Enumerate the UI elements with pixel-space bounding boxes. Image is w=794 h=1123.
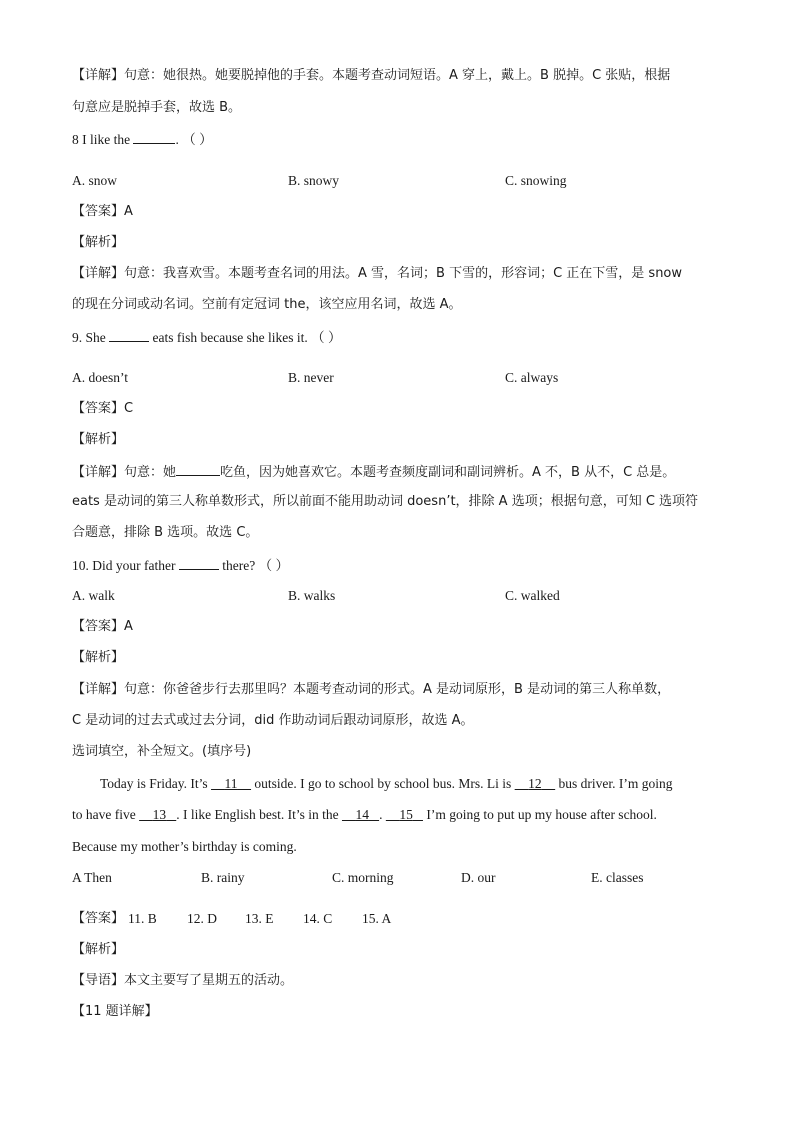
answer-9: 【答案】C	[72, 401, 134, 416]
passage-text: .	[379, 807, 383, 822]
question-8-option-b: B. snowy	[288, 173, 340, 188]
explanation-7-line-2: 句意应是脱掉手套，故选 B。	[72, 100, 242, 115]
question-10-stem: 10. Did your father	[72, 558, 176, 573]
explanation-9-line-1-start: 【详解】句意：她	[72, 465, 177, 480]
question-10-option-c: C. walked	[505, 588, 560, 603]
blank-number: 13	[152, 807, 167, 822]
question-8-option-c: C. snowing	[505, 173, 567, 188]
word-option-b: B. rainy	[201, 870, 245, 885]
question-8-tail: . （ ）	[175, 132, 213, 147]
question-9-option-c: C. always	[505, 370, 559, 385]
passage-blank-13	[139, 807, 176, 822]
question-8-stem: 8 I like the	[72, 132, 131, 147]
passage-blank-12	[515, 776, 556, 791]
passage-text: to have five	[72, 807, 136, 822]
passage-text: outside. I go to school by school bus. Mrs. Li is	[254, 776, 512, 791]
introduction: 【导语】本文主要写了星期五的活动。	[72, 973, 294, 988]
section-heading: 选词填空，补全短文。(填序号)	[72, 744, 252, 759]
analysis-10-heading: 【解析】	[72, 650, 125, 665]
blank-number: 11	[224, 776, 238, 791]
blank-number: 15	[399, 807, 413, 822]
answer-section-label: 【答案】	[72, 911, 125, 926]
passage-text: I’m going to put up my house after school.	[426, 807, 657, 822]
answer-8: 【答案】A	[72, 204, 133, 219]
passage-blank-15	[386, 807, 423, 822]
explanation-9-blank	[176, 462, 220, 476]
answer-15: 15. A	[362, 911, 392, 926]
question-10-option-b: B. walks	[288, 588, 336, 603]
question-9-stem: 9. She	[72, 330, 106, 345]
word-option-d: D. our	[461, 870, 496, 885]
question-10-tail: there? （ ）	[222, 558, 289, 573]
analysis-9-heading: 【解析】	[72, 432, 125, 447]
blank-number: 14	[355, 807, 369, 822]
question-8	[72, 130, 213, 149]
explanation-8-line-1: 【详解】句意：我喜欢雪。本题考查名词的用法。A 雪，名词；B 下雪的，形容词；C 正在下雪，是 snow	[72, 266, 683, 281]
question-9	[72, 328, 341, 347]
explanation-9-line-2: eats 是动词的第三人称单数形式，所以前面不能用助动词 doesn’t，排除 A 选项；根据句意，可知 C 选项符	[72, 494, 699, 509]
answer-12: 12. D	[187, 911, 217, 926]
passage-text: . I like English best. It’s in the	[176, 807, 339, 822]
explanation-9-line-1	[72, 462, 675, 482]
explanation-8-line-2: 的现在分词或动名词。空前有定冠词 the，该空应用名词，故选 A。	[72, 297, 462, 312]
explanation-7-line-1: 【详解】句意：她很热。她要脱掉他的手套。本题考查动词短语。A 穿上，戴上。B 脱掉。C 张贴，根据	[72, 68, 671, 83]
blank-number: 12	[528, 776, 542, 791]
analysis-section-heading: 【解析】	[72, 942, 125, 957]
question-9-tail: eats fish because she likes it. （ ）	[152, 330, 342, 345]
explanation-9-line-1-end: 吃鱼，因为她喜欢它。本题考查频度副词和副词辨析。A 不，B 从不，C 总是。	[220, 465, 676, 480]
explanation-10-line-1: 【详解】句意：你爸爸步行去那里吗？本题考查动词的形式。A 是动词原形，B 是动词的第三人称单数，	[72, 682, 671, 697]
answer-11: 11. B	[128, 911, 157, 926]
question-9-option-a: A. doesn’t	[72, 370, 128, 385]
explanation-10-line-2: C 是动词的过去式或过去分词，did 作助动词后跟动词原形，故选 A。	[72, 713, 474, 728]
question-9-blank	[109, 328, 149, 342]
question-9-option-b: B. never	[288, 370, 334, 385]
analysis-8-heading: 【解析】	[72, 235, 125, 250]
passage-line-3: Because my mother’s birthday is coming.	[72, 839, 297, 854]
answer-14: 14. C	[303, 911, 333, 926]
passage-line-2	[72, 806, 657, 824]
passage-text: Today is Friday. It’s	[100, 776, 208, 791]
word-option-a: A Then	[72, 870, 112, 885]
answer-10: 【答案】A	[72, 619, 133, 634]
question-8-option-a: A. snow	[72, 173, 118, 188]
word-option-e: E. classes	[591, 870, 644, 885]
passage-line-1	[100, 775, 673, 793]
question-11-detail-heading: 【11 题详解】	[72, 1004, 158, 1019]
question-10	[72, 556, 289, 575]
passage-blank-14	[342, 807, 379, 822]
question-10-option-a: A. walk	[72, 588, 115, 603]
passage-blank-11	[211, 776, 251, 791]
question-8-blank	[133, 130, 175, 144]
question-10-blank	[179, 556, 219, 570]
answer-13: 13. E	[245, 911, 274, 926]
passage-text: bus driver. I’m going	[558, 776, 673, 791]
word-option-c: C. morning	[332, 870, 394, 885]
explanation-9-line-3: 合题意，排除 B 选项。故选 C。	[72, 525, 259, 540]
